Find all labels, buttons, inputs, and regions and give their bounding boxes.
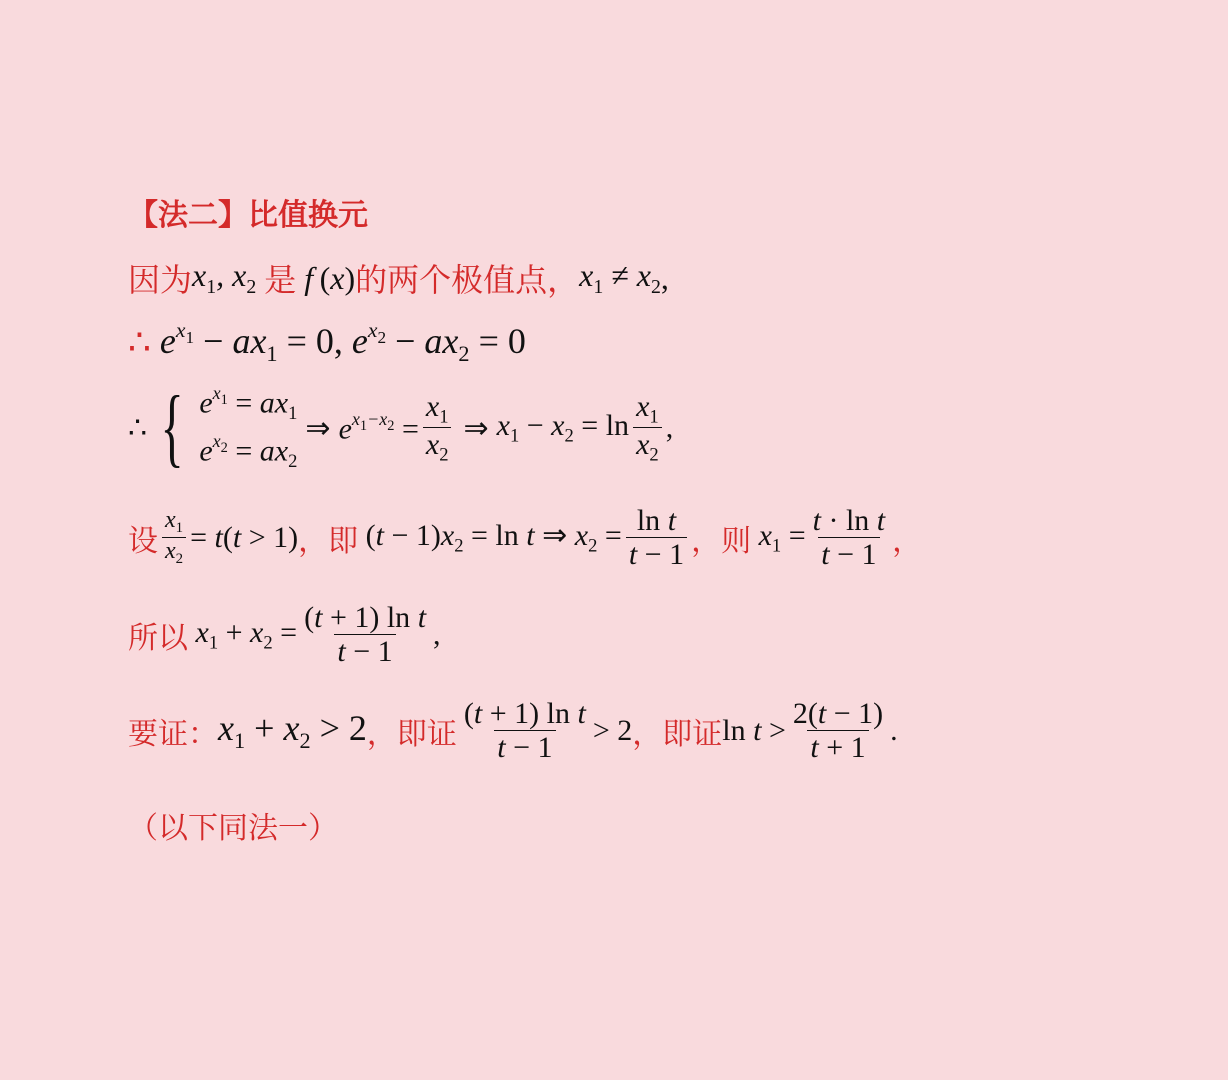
fraction-sum: $\frac{\text{(t + 1) ln t}}{t - 1}$ [304,601,427,668]
line-derivative-equations [128,318,526,367]
text-because: 因为 [128,262,193,298]
text-then: ，则 [691,524,752,558]
math-x1-neq-x2: $x_1 \ne x_2$ [579,257,661,298]
line-to-prove: 要证： $x_1 + x_2 > 2$ ，即证 $\frac{\text{(t + 1) ln t}}{t - 1}$ > 2 ，即证 ln t > $\frac{2(t - 1)}{t + 1}$ . [128,697,898,764]
text-let: 设 [128,524,158,558]
equation-system: { $e^{x_1} = ax_1$ $e^{x_2} = ax_2$ [160,379,298,476]
math-x1-x2: $x_1$, $x_2$ [192,257,257,298]
fraction-final: $\frac{2(t - 1)}{t + 1}$ [792,697,884,764]
therefore-symbol-2: ∴ [128,411,148,445]
line-sum: 所以 $x_1 + x_2$ = $\frac{\text{(t + 1) ln t}}{t - 1}$ , [128,601,441,668]
fraction-x2: $\frac{\text{ln t}}{t - 1}$ [626,505,687,571]
left-brace: { [160,379,184,476]
fraction-log-arg: $\frac{x_1}{x_2}$ [633,391,662,466]
fraction-x1: $\frac{\text{t · ln t}}{t - 1}$ [812,504,886,571]
text-namely-prove-2: ，即证 [632,717,723,751]
text-namely-prove: ，即证 [366,717,457,751]
math-eq-pair: $e^{x_1} - ax_1 = 0$, $e^{x_2} - ax_2 = 0$ [150,318,526,366]
text-therefore: 所以 [128,621,188,655]
fraction-x1-over-x2: $\frac{x_1}{x_2}$ [423,391,452,466]
text-two-extreme-points: 的两个极值点， [355,262,580,298]
line-extreme-points [128,255,669,301]
math-fx: f (x) [296,259,356,296]
line-substitution: 设 $\frac{x_1}{x_2}$ = t(t > 1) ，即 $(t - 1)x_2 = \ln t$ ⇒ $x_2$ = $\frac{\text{ln t}}{t - 1}$ ，则 $x_1$ = $\frac{\text{t · ln t}}{t - 1}$ ， [128,504,923,571]
section-title: 【法二】比值换元 [128,198,368,233]
implies-arrow: ⇒ [305,411,331,445]
fraction-ratio: $\frac{x_1}{x_2}$ [162,508,186,567]
implies-arrow-2: ⇒ [463,411,489,445]
text-namely: ，即 [298,524,359,558]
comma: , [660,259,669,296]
therefore-symbol: ∴ [128,322,151,363]
note-same-as-method-one: （以下同法一） [128,812,338,845]
line-system-derivation: ∴ { $e^{x_1} = ax_1$ $e^{x_2} = ax_2$ ⇒ $e^{x_1-x_2}$ = $\frac{x_1}{x_2}$ ⇒ $x_1 - x_2 = \ln$ $\frac{x_1}{x_2}$ , [128,379,674,476]
fraction-prove: $\frac{\text{(t + 1) ln t}}{t - 1}$ [463,697,586,764]
text-is: 是 [264,262,297,298]
text-to-prove: 要证： [128,717,218,751]
